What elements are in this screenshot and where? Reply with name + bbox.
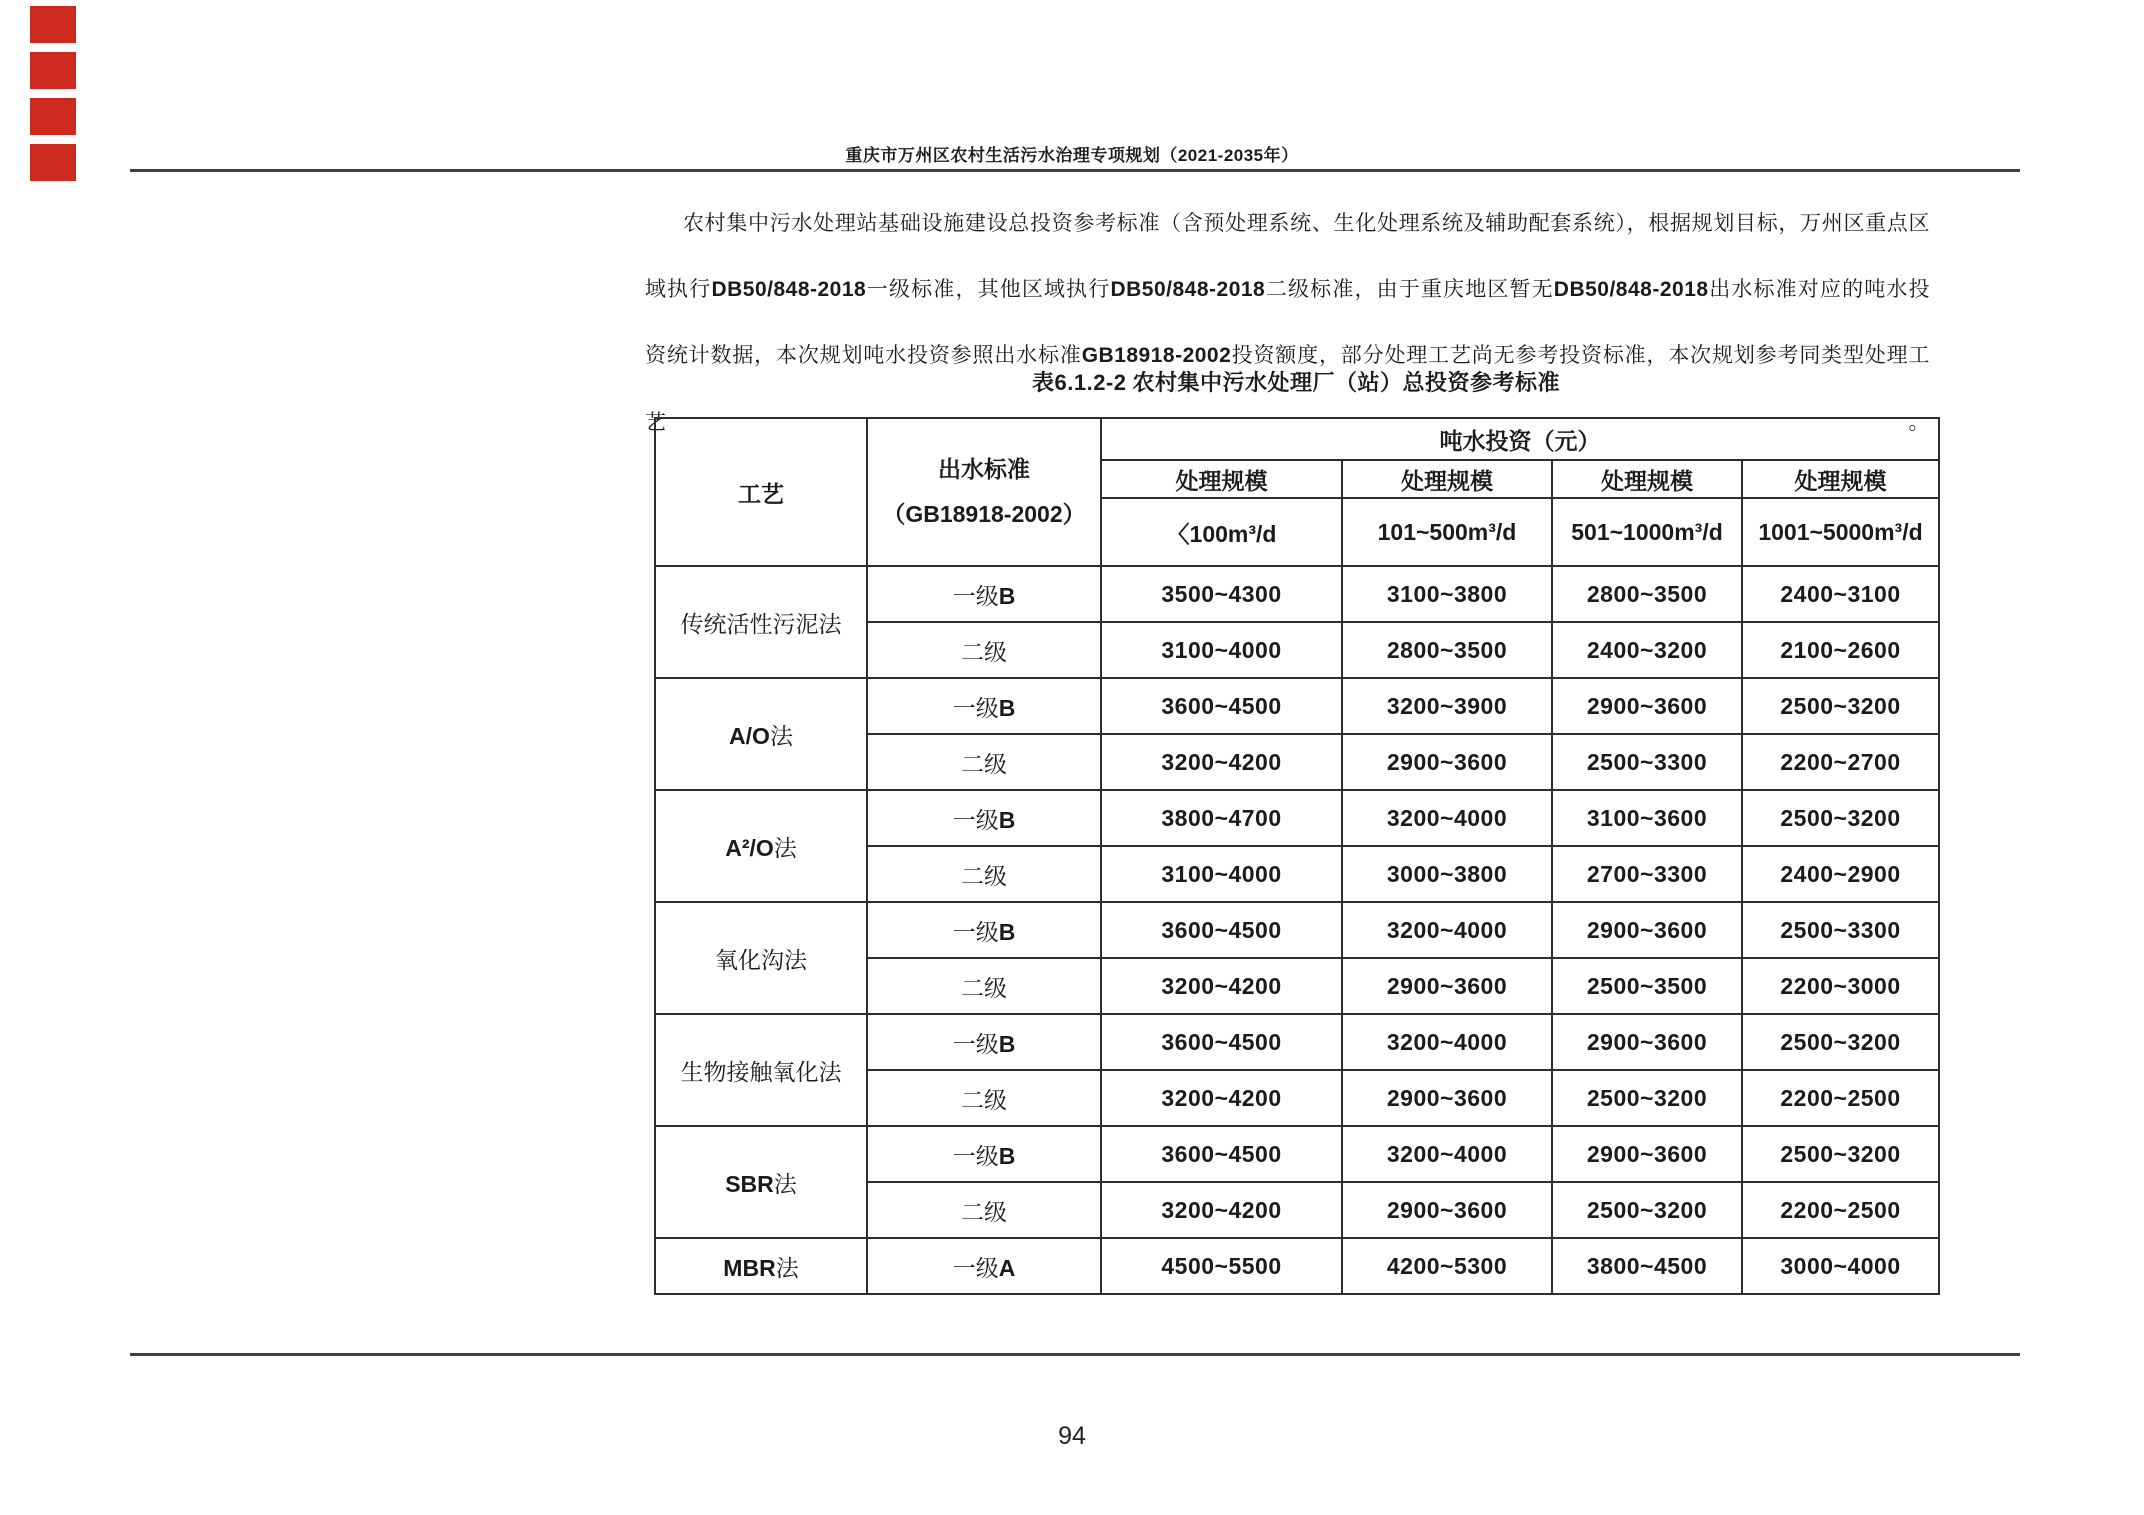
col-header-process: 工艺 (655, 418, 867, 566)
value-cell: 2800~3500 (1552, 566, 1742, 622)
col-header-scale-range: 〈100m³/d (1101, 498, 1342, 566)
value-cell: 3200~4000 (1342, 1126, 1552, 1182)
value-cell: 2500~3200 (1742, 790, 1939, 846)
process-cell: 传统活性污泥法 (655, 566, 867, 678)
value-cell: 3200~4200 (1101, 1070, 1342, 1126)
paragraph-line: 农村集中污水处理站基础设施建设总投资参考标准（含预处理系统、生化处理系统及辅助配套系统），根据规划目标，万州区重点区 (683, 211, 1930, 235)
process-cell: 生物接触氧化法 (655, 1014, 867, 1126)
value-cell: 2400~3100 (1742, 566, 1939, 622)
value-cell: 2500~3200 (1552, 1070, 1742, 1126)
col-header-scale-range: 1001~5000m³/d (1742, 498, 1939, 566)
paragraph-line: 域执行DB50/848-2018一级标准，其他区域执行DB50/848-2018二级标准，由于重庆地区暂无DB50/848-2018出水标准对应的吨水投 (645, 277, 1931, 301)
value-cell: 2900~3600 (1552, 902, 1742, 958)
level-cell: 二级 (867, 846, 1101, 902)
value-cell: 3100~3800 (1342, 566, 1552, 622)
value-cell: 2800~3500 (1342, 622, 1552, 678)
value-cell: 3200~4200 (1101, 958, 1342, 1014)
col-header-scale: 处理规模 (1742, 460, 1939, 498)
value-cell: 3600~4500 (1101, 1014, 1342, 1070)
value-cell: 3100~4000 (1101, 622, 1342, 678)
value-cell: 2200~3000 (1742, 958, 1939, 1014)
value-cell: 2900~3600 (1342, 1182, 1552, 1238)
level-cell: 一级B (867, 1014, 1101, 1070)
table-title: 表6.1.2-2 农村集中污水处理厂（站）总投资参考标准 (1031, 370, 1561, 395)
value-cell: 2500~3200 (1742, 678, 1939, 734)
level-cell: 二级 (867, 1070, 1101, 1126)
value-cell: 2500~3500 (1552, 958, 1742, 1014)
value-cell: 2400~3200 (1552, 622, 1742, 678)
level-cell: 一级B (867, 678, 1101, 734)
header-rule (130, 169, 2020, 172)
footer-rule (130, 1353, 2020, 1356)
value-cell: 2500~3200 (1552, 1182, 1742, 1238)
value-cell: 2900~3600 (1342, 1070, 1552, 1126)
level-cell: 一级B (867, 1126, 1101, 1182)
value-cell: 4500~5500 (1101, 1238, 1342, 1294)
value-cell: 4200~5300 (1342, 1238, 1552, 1294)
col-header-scale: 处理规模 (1552, 460, 1742, 498)
value-cell: 3600~4500 (1101, 902, 1342, 958)
value-cell: 3500~4300 (1101, 566, 1342, 622)
value-cell: 3200~4000 (1342, 1014, 1552, 1070)
value-cell: 3600~4500 (1101, 678, 1342, 734)
process-cell: 氧化沟法 (655, 902, 867, 1014)
value-cell: 2500~3300 (1742, 902, 1939, 958)
redaction-mark (30, 98, 76, 135)
process-cell: SBR法 (655, 1126, 867, 1238)
value-cell: 2500~3200 (1742, 1126, 1939, 1182)
process-cell: A²/O法 (655, 790, 867, 902)
paragraph-line: 资统计数据，本次规划吨水投资参照出水标准GB18918-2002投资额度，部分处理工艺尚无参考投资标准，本次规划参考同类型处理工艺。 (645, 343, 1930, 434)
value-cell: 3200~4200 (1101, 734, 1342, 790)
value-cell: 2100~2600 (1742, 622, 1939, 678)
value-cell: 3200~3900 (1342, 678, 1552, 734)
value-cell: 2500~3200 (1742, 1014, 1939, 1070)
col-header-scale-range: 501~1000m³/d (1552, 498, 1742, 566)
level-cell: 一级A (867, 1238, 1101, 1294)
value-cell: 2200~2500 (1742, 1182, 1939, 1238)
value-cell: 2900~3600 (1342, 958, 1552, 1014)
value-cell: 3100~3600 (1552, 790, 1742, 846)
level-cell: 一级B (867, 790, 1101, 846)
value-cell: 2900~3600 (1342, 734, 1552, 790)
standard-label-line1: 出水标准 (938, 456, 1030, 482)
value-cell: 2200~2500 (1742, 1070, 1939, 1126)
value-cell: 3800~4700 (1101, 790, 1342, 846)
process-cell: MBR法 (655, 1238, 867, 1294)
document-header-title: 重庆市万州区农村生活污水治理专项规划（2021-2035年） (845, 146, 1299, 165)
level-cell: 一级B (867, 902, 1101, 958)
value-cell: 2900~3600 (1552, 678, 1742, 734)
page-number: 94 (1058, 1422, 1086, 1450)
level-cell: 二级 (867, 734, 1101, 790)
value-cell: 2200~2700 (1742, 734, 1939, 790)
value-cell: 3200~4000 (1342, 902, 1552, 958)
col-header-scale: 处理规模 (1342, 460, 1552, 498)
value-cell: 3200~4200 (1101, 1182, 1342, 1238)
investment-table (654, 417, 1940, 1295)
col-header-investment: 吨水投资（元） (1101, 418, 1939, 460)
col-header-scale-range: 101~500m³/d (1342, 498, 1552, 566)
value-cell: 2500~3300 (1552, 734, 1742, 790)
value-cell: 2900~3600 (1552, 1014, 1742, 1070)
value-cell: 3100~4000 (1101, 846, 1342, 902)
redaction-mark (30, 6, 76, 43)
value-cell: 3000~3800 (1342, 846, 1552, 902)
col-header-scale: 处理规模 (1101, 460, 1342, 498)
level-cell: 二级 (867, 1182, 1101, 1238)
level-cell: 一级B (867, 566, 1101, 622)
value-cell: 3200~4000 (1342, 790, 1552, 846)
value-cell: 3800~4500 (1552, 1238, 1742, 1294)
value-cell: 2700~3300 (1552, 846, 1742, 902)
col-header-standard (867, 418, 1101, 566)
level-cell: 二级 (867, 622, 1101, 678)
value-cell: 3600~4500 (1101, 1126, 1342, 1182)
level-cell: 二级 (867, 958, 1101, 1014)
value-cell: 2400~2900 (1742, 846, 1939, 902)
redaction-mark (30, 52, 76, 89)
value-cell: 2900~3600 (1552, 1126, 1742, 1182)
process-cell: A/O法 (655, 678, 867, 790)
body-paragraph (645, 190, 1931, 434)
value-cell: 3000~4000 (1742, 1238, 1939, 1294)
standard-label-line2: （GB18918-2002） (882, 500, 1086, 527)
